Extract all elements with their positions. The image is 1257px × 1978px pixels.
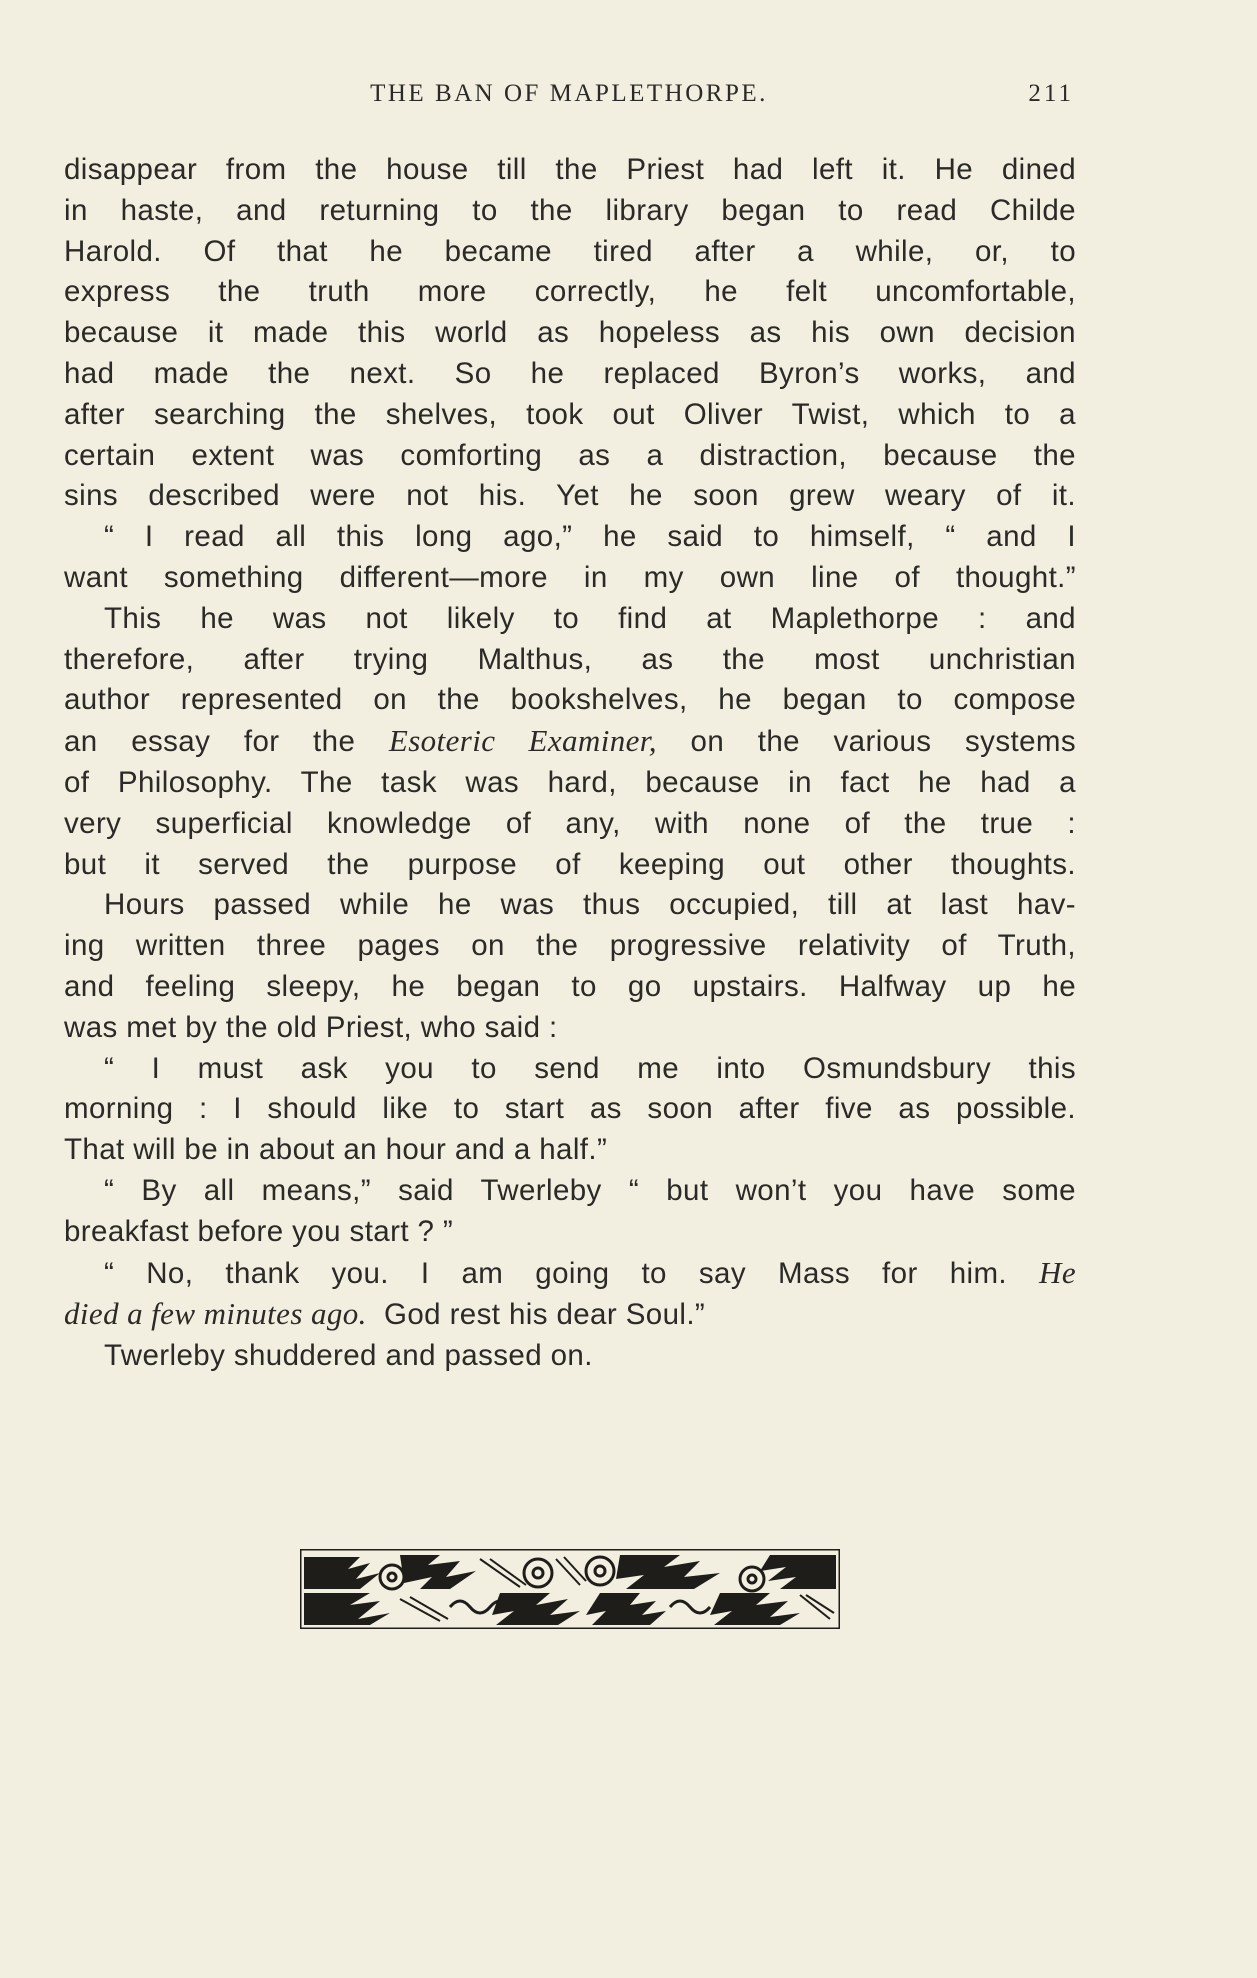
text-line-with-emphasis [64, 1253, 1076, 1295]
page-number: 211 [1028, 80, 1074, 107]
text-line: That will be in about an hour and a half.” [64, 1133, 608, 1167]
text-line: This he was not likely to find at Maplethorpe : and [104, 601, 1076, 635]
text-line: Twerleby shuddered and passed on. [104, 1339, 593, 1373]
text-line: very superficial knowledge of any, with none of the true : [64, 806, 1076, 840]
text-line: in haste, and returning to the library began to read Childe [64, 193, 1076, 227]
emphasis-text: died a few minutes ago. [64, 1296, 367, 1332]
text-line: ing written three pages on the progressive relativity of Truth, [64, 929, 1076, 963]
page-header [64, 80, 1074, 114]
periodical-title: Esoteric Examiner, [388, 723, 657, 759]
text-line: author represented on the bookshelves, he began to compose [64, 683, 1076, 717]
text-line: sins described were not his. Yet he soon grew weary of it. [64, 479, 1076, 513]
line-segment: God rest his dear Soul.” [384, 1298, 706, 1332]
body-text [64, 150, 1076, 1377]
line-segment: an essay for the [64, 725, 356, 759]
text-line: certain extent was comforting as a distraction, because the [64, 438, 1076, 472]
text-line: had made the next. So he replaced Byron’s works, and [64, 356, 1076, 390]
text-line: “ I must ask you to send me into Osmundsbury this [104, 1051, 1076, 1085]
text-line-with-emphasis [64, 1294, 1076, 1336]
text-line: Hours passed while he was thus occupied, till at last hav- [104, 888, 1076, 922]
text-line: breakfast before you start ? ” [64, 1214, 454, 1248]
text-line: therefore, after trying Malthus, as the most unchristian [64, 642, 1076, 676]
text-line-with-title [64, 721, 1076, 763]
text-line: want something different—more in my own line of thought.” [64, 560, 1076, 594]
text-line: was met by the old Priest, who said : [64, 1010, 558, 1044]
text-line: disappear from the house till the Priest had left it. He dined [64, 153, 1076, 186]
text-line: express the truth more correctly, he felt uncomfortable, [64, 275, 1076, 309]
line-segment: “ No, thank you. I am going to say Mass for him. [104, 1256, 1008, 1290]
running-title: THE BAN OF MAPLETHORPE. [370, 80, 768, 107]
text-line: after searching the shelves, took out Oliver Twist, which to a [64, 397, 1076, 431]
floral-tailpiece-ornament-icon [300, 1549, 840, 1629]
text-line: Harold. Of that he became tired after a while, or, to [64, 234, 1076, 268]
text-line: because it made this world as hopeless as his own decision [64, 316, 1076, 350]
text-line: morning : I should like to start as soon after five as possible. [64, 1092, 1076, 1126]
text-line: and feeling sleepy, he began to go upstairs. Halfway up he [64, 969, 1076, 1003]
emphasis-text: He [1039, 1254, 1076, 1290]
text-line: “ By all means,” said Twerleby “ but won’t you have some [104, 1173, 1076, 1207]
line-segment: on the various systems [690, 725, 1076, 759]
text-line: of Philosophy. The task was hard, because in fact he had a [64, 765, 1076, 799]
text-line: but it served the purpose of keeping out other thoughts. [64, 847, 1076, 881]
text-line: “ I read all this long ago,” he said to himself, “ and I [104, 520, 1076, 554]
